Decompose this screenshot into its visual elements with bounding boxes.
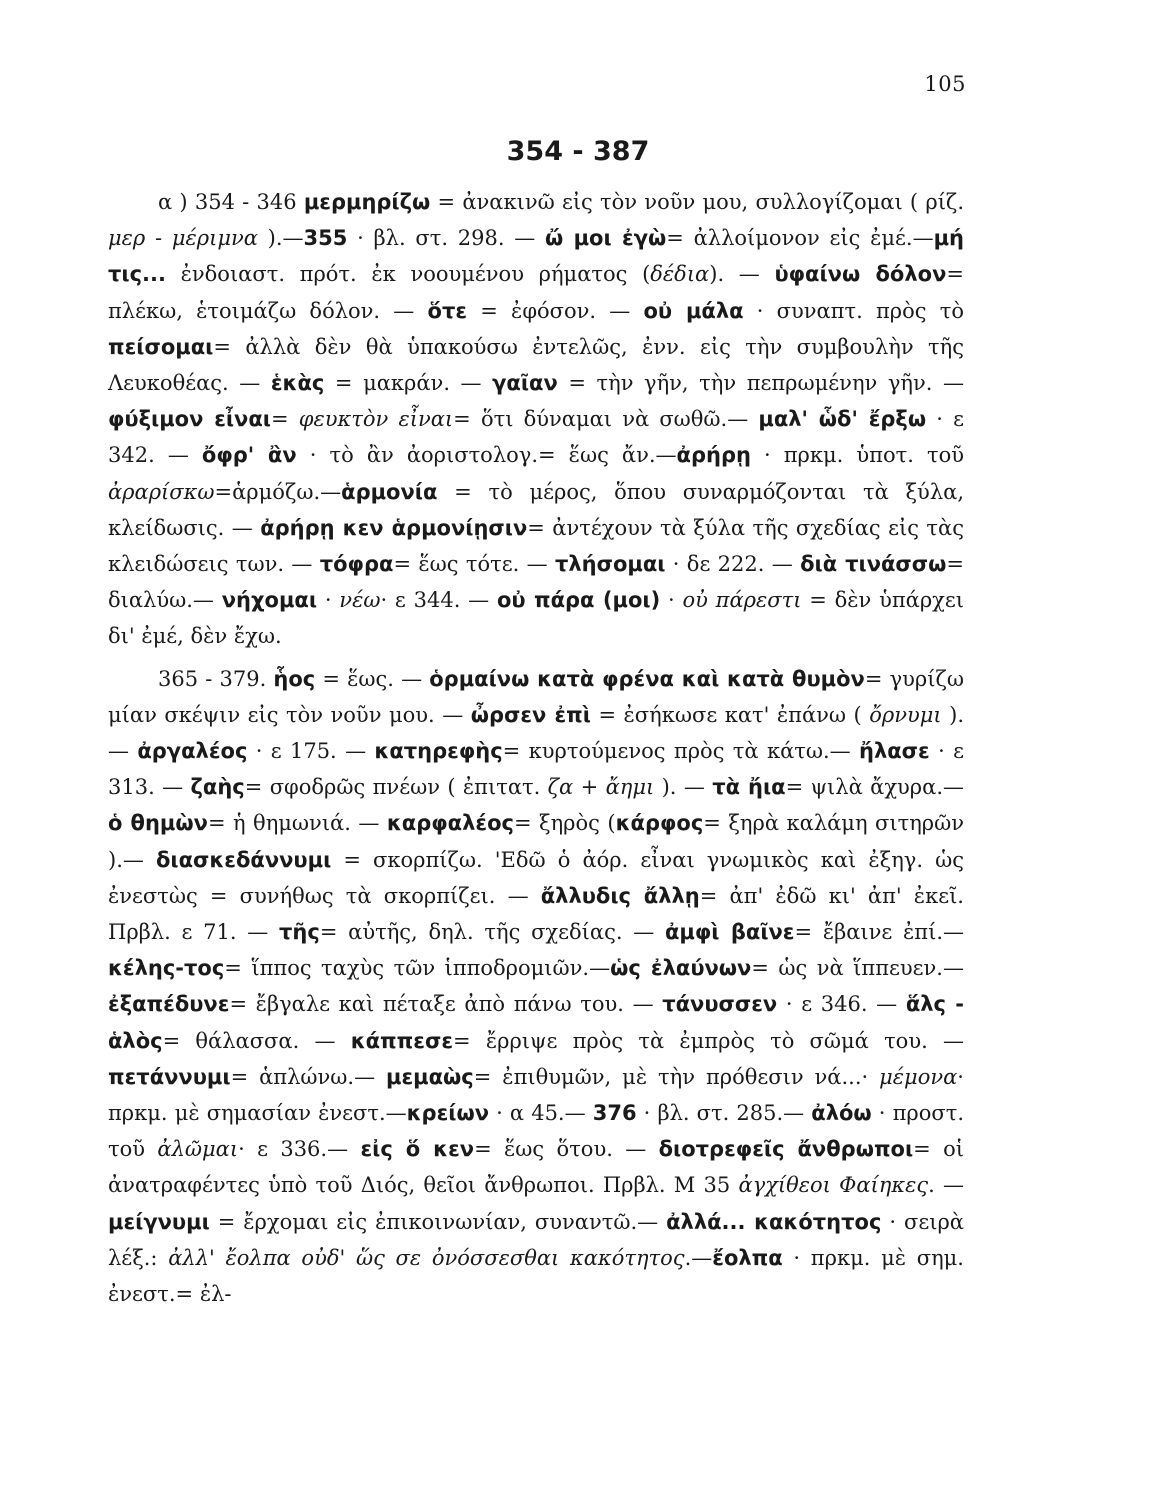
lemma-term: διὰ τινάσσω bbox=[800, 552, 947, 577]
lemma-term: μεμαὼς bbox=[386, 1064, 474, 1089]
gloss-text: · προστ. τοῦ bbox=[108, 1101, 964, 1162]
gloss-text: · ε 342. — bbox=[108, 407, 964, 468]
gloss-text: = ἀπ' ἐδῶ κι' ἀπ' ἐκεῖ. Πρβλ. ε 71. — bbox=[108, 883, 964, 945]
gloss-text: = γυρίζω μίαν σκέψιν εἰς τὸν νοῦν μου. — bbox=[108, 666, 964, 727]
gloss-text: · βλ. στ. 285.— bbox=[636, 1101, 812, 1126]
lemma-term: ἧος bbox=[273, 666, 316, 691]
lemma-term: οὐ μάλα bbox=[643, 298, 744, 323]
lemma-term: διασκεδάννυμι bbox=[155, 847, 332, 872]
lemma-term: ὤ μοι ἐγὼ bbox=[544, 226, 667, 251]
lemma-term: γαῖαν bbox=[492, 371, 558, 396]
italic-form: δέδια bbox=[650, 262, 710, 287]
lemma-term: νήχομαι bbox=[221, 588, 318, 613]
lemma-term: τόφρα bbox=[319, 552, 394, 577]
page-number: 105 bbox=[924, 72, 966, 96]
paragraph-354-387 bbox=[108, 184, 964, 655]
gloss-text: · τὸ ἂν ἀοριστολογ.= ἕως ἄν.— bbox=[296, 443, 677, 468]
gloss-text: = τὴν γῆν, τὴν πεπρωμένην γῆν. — bbox=[557, 371, 964, 396]
lemma-term: καρφαλέος bbox=[386, 811, 514, 836]
gloss-text: = δὲν ὑπάρχει δι' ἐμέ, δὲν ἔχω. bbox=[108, 588, 965, 649]
gloss-text: = ἔρχομαι εἰς ἐπικοινωνίαν, συναντῶ.— bbox=[209, 1209, 667, 1234]
italic-form: ἀραρίσκω bbox=[108, 479, 215, 504]
lemma-term: ἀργαλέος bbox=[137, 739, 248, 764]
lemma-term: φύξιμον εἶναι bbox=[108, 407, 271, 432]
gloss-text: · σειρὰ λέξ.: bbox=[108, 1209, 964, 1270]
lemma-term: ἅλς - ἁλὸς bbox=[108, 992, 964, 1053]
gloss-text: = ἐπιθυμῶν, μὲ τὴν πρόθεσιν νά...· bbox=[473, 1064, 880, 1089]
lemma-term: ἁρμονία bbox=[341, 479, 438, 504]
lemma-term: μή τις... bbox=[108, 226, 964, 287]
gloss-text: = ἕως ὅτου. — bbox=[474, 1137, 659, 1162]
lemma-term: ἀρήρῃ κεν ἁρμονίῃσιν bbox=[260, 515, 528, 540]
gloss-text: = ἀλλοίμονον εἰς ἐμέ.— bbox=[666, 226, 934, 251]
lemma-term: ἄλλυδις ἄλλῃ bbox=[540, 883, 700, 908]
lemma-term: ἀμφὶ βαῖνε bbox=[665, 920, 795, 945]
lemma-term: ὁρμαίνω κατὰ φρένα καὶ κατὰ θυμὸν bbox=[429, 666, 865, 691]
gloss-text: ). — bbox=[709, 262, 775, 287]
gloss-text: · bbox=[660, 588, 683, 613]
gloss-text: = ξηρὸς ( bbox=[513, 811, 616, 836]
gloss-text: = αὐτῆς, δηλ. τῆς σχεδίας. — bbox=[319, 920, 665, 945]
gloss-text: = ἐφόσον. — bbox=[467, 298, 644, 323]
lemma-term: πετάννυμι bbox=[108, 1064, 231, 1089]
gloss-text: · ε 175. — bbox=[247, 739, 375, 764]
gloss-text: · α 45.— bbox=[489, 1101, 593, 1126]
lemma-term: ἐξαπέδυνε bbox=[108, 992, 230, 1017]
gloss-text: = μακράν. — bbox=[324, 371, 493, 396]
gloss-text: = πλέκω, ἑτοιμάζω δόλον. — bbox=[108, 262, 964, 323]
gloss-text: · βλ. στ. 298. — bbox=[347, 226, 545, 251]
gloss-text: = σκορπίζω. 'Εδῶ ὁ ἀόρ. εἶναι γνωμικὸς καὶ ἐξηγ. ὡς ἐνεστὼς = συνήθως τὰ σκορπίζει. — bbox=[108, 847, 964, 908]
lemma-term: ἀλόω bbox=[811, 1101, 872, 1126]
gloss-text: · ε 313. — bbox=[108, 739, 964, 800]
gloss-text: · δε 222. — bbox=[665, 552, 801, 577]
gloss-text: = ὅτι δύναμαι νὰ σωθῶ.— bbox=[453, 407, 759, 432]
italic-form: ἀγχίθεοι Φαίηκες bbox=[738, 1173, 929, 1198]
lemma-term: ὅτε bbox=[427, 298, 468, 323]
gloss-text: ).— bbox=[257, 226, 304, 251]
commentary-text bbox=[108, 184, 964, 1312]
gloss-text: = ξηρὰ καλάμη σιτηρῶν ).— bbox=[108, 811, 965, 872]
lemma-term: ἑκὰς bbox=[270, 371, 325, 396]
lemma-term: πείσομαι bbox=[108, 334, 214, 359]
gloss-text: = ἐσήκωσε κατ' ἐπάνω ( bbox=[590, 702, 870, 727]
gloss-text: · πρκμ. ὑποτ. τοῦ bbox=[750, 443, 965, 468]
lemma-term: τλήσομαι bbox=[554, 552, 666, 577]
gloss-text: .— bbox=[684, 1245, 713, 1270]
gloss-text: = bbox=[270, 407, 299, 432]
lemma-term: μερμηρίζω bbox=[303, 190, 431, 214]
lemma-term: τάνυσσεν bbox=[662, 992, 778, 1017]
gloss-text: = ἡ θημωνιά. — bbox=[207, 811, 387, 836]
lemma-term: κατηρεφὴς bbox=[374, 739, 503, 764]
lemma-term: κάππεσε bbox=[350, 1028, 454, 1053]
gloss-text: = ἔβαινε ἐπί.— bbox=[794, 920, 965, 945]
gloss-text: = διαλύω.— bbox=[108, 552, 965, 613]
lemma-term: κρείων bbox=[406, 1101, 490, 1126]
gloss-text: ἐνδοιαστ. πρότ. ἐκ νοουμένου ρήματος ( bbox=[165, 262, 651, 287]
gloss-text: 365 - 379. bbox=[158, 666, 274, 691]
lemma-term: μαλ' ὧδ' ἔρξω bbox=[758, 407, 927, 432]
lemma-term: ἔολπα bbox=[712, 1245, 783, 1270]
gloss-text: =ἁρμόζω.— bbox=[214, 479, 342, 504]
lemma-term: τὰ ἤια bbox=[712, 775, 786, 800]
gloss-text: = ἀνακινῶ εἰς τὸν νοῦν μου, συλλογίζομαι ( ρίζ. bbox=[430, 190, 964, 214]
italic-form: νέω bbox=[339, 588, 381, 613]
lemma-term: εἰς ὅ κεν bbox=[360, 1137, 475, 1162]
gloss-text: = ψιλὰ ἄχυρα.— bbox=[785, 775, 965, 800]
paragraph-365-379 bbox=[108, 661, 964, 1313]
lemma-term: ἤλασε bbox=[859, 739, 930, 764]
gloss-text: · πρκμ. μὲ σημασίαν ἐνεστ.— bbox=[108, 1064, 964, 1126]
lemma-term: οὐ πάρα (μοι) bbox=[496, 588, 661, 613]
lemma-term: ὄφρ' ἂν bbox=[201, 443, 297, 468]
gloss-text: = σφοδρῶς πνέων ( ἐπιτατ. bbox=[244, 775, 548, 800]
gloss-text: α ) 354 - 346 bbox=[158, 190, 304, 214]
gloss-text: = οἱ ἀνατραφέντες ὑπὸ τοῦ Διός, θεῖοι ἄνθρωποι. Πρβλ. Μ 35 bbox=[108, 1137, 964, 1198]
lemma-term: κάρφος bbox=[615, 811, 704, 836]
lemma-term: ἀλλά... κακότητος bbox=[666, 1209, 882, 1234]
gloss-text: = ἔβγαλε καὶ πέταξε ἀπὸ πάνω του. — bbox=[229, 992, 663, 1017]
gloss-text: = ἕως τότε. — bbox=[393, 552, 555, 577]
lemma-term: ὡς ἐλαύνων bbox=[610, 956, 752, 981]
gloss-text: ). — bbox=[654, 775, 713, 800]
gloss-text: = ὡς νὰ ἵππευεν.— bbox=[751, 956, 964, 981]
italic-form: ἀλλ' ἔολπα οὐδ' ὥς σε ὀνόσσεσθαι κακότητος bbox=[168, 1245, 685, 1270]
lemma-term: ὁ θημὼν bbox=[108, 811, 208, 836]
lemma-term: διοτρεφεῖς ἄνθρωποι bbox=[658, 1137, 914, 1162]
italic-form: ὄρνυμι bbox=[869, 702, 942, 727]
gloss-text: = ἀλλὰ δὲν θὰ ὑπακούσω ἐντελῶς, ἐνν. εἰς τὴν συμβουλὴν τῆς Λευκοθέας. — bbox=[108, 334, 964, 396]
gloss-text: = τὸ μέρος, ὅπου συναρμόζονται τὰ ξύλα, κλείδωσις. — bbox=[108, 479, 964, 540]
lemma-term: ἀρήρῃ bbox=[676, 443, 751, 468]
italic-form: φευκτὸν εἶναι bbox=[298, 407, 454, 432]
gloss-text: = ἁπλώνω.— bbox=[230, 1064, 387, 1089]
gloss-text: · πρκμ. μὲ σημ. ἐνεστ.= ἐλ- bbox=[108, 1245, 964, 1307]
italic-form: ἀλῶμαι bbox=[157, 1137, 239, 1162]
gloss-text: = κυρτούμενος πρὸς τὰ κάτω.— bbox=[502, 739, 860, 764]
italic-form: μέμονα bbox=[879, 1064, 958, 1089]
italic-form: ζα + ἄημι bbox=[547, 775, 655, 800]
lemma-term: ὑφαίνω δόλον bbox=[774, 262, 947, 287]
gloss-text: = ἀντέχουν τὰ ξύλα τῆς σχεδίας εἰς τὰς κλειδώσεις των. — bbox=[108, 515, 964, 577]
gloss-text: = ἕως. — bbox=[315, 666, 430, 691]
gloss-text: . — bbox=[928, 1173, 965, 1198]
gloss-text: · ε 346. — bbox=[777, 992, 906, 1017]
gloss-text: = ἔρριψε πρὸς τὰ ἐμπρὸς τὸ σῶμά του. — bbox=[453, 1028, 964, 1053]
gloss-text: · ε 336.— bbox=[238, 1137, 361, 1162]
gloss-text: · bbox=[317, 588, 340, 613]
gloss-text: · ε 344. — bbox=[380, 588, 497, 613]
section-heading: 354 - 387 bbox=[506, 136, 650, 167]
lemma-term: ὦρσεν ἐπὶ bbox=[470, 702, 591, 727]
gloss-text: ).— bbox=[108, 702, 964, 764]
gloss-text: = ἵππος ταχὺς τῶν ἱπποδρομιῶν.— bbox=[224, 956, 611, 981]
lemma-term: 355 bbox=[303, 226, 348, 251]
gloss-text: = θάλασσα. — bbox=[162, 1028, 351, 1053]
lemma-term: 376 bbox=[592, 1101, 637, 1126]
gloss-text: · συναπτ. πρὸς τὸ bbox=[743, 298, 964, 323]
lemma-term: μείγνυμι bbox=[108, 1209, 210, 1234]
lemma-term: τῆς bbox=[279, 920, 320, 945]
italic-form: οὐ πάρεστι bbox=[682, 588, 802, 613]
lemma-term: κέλης-τος bbox=[108, 956, 225, 981]
lemma-term: ζαὴς bbox=[190, 775, 245, 800]
italic-form: μερ - μέριμνα bbox=[108, 226, 258, 251]
